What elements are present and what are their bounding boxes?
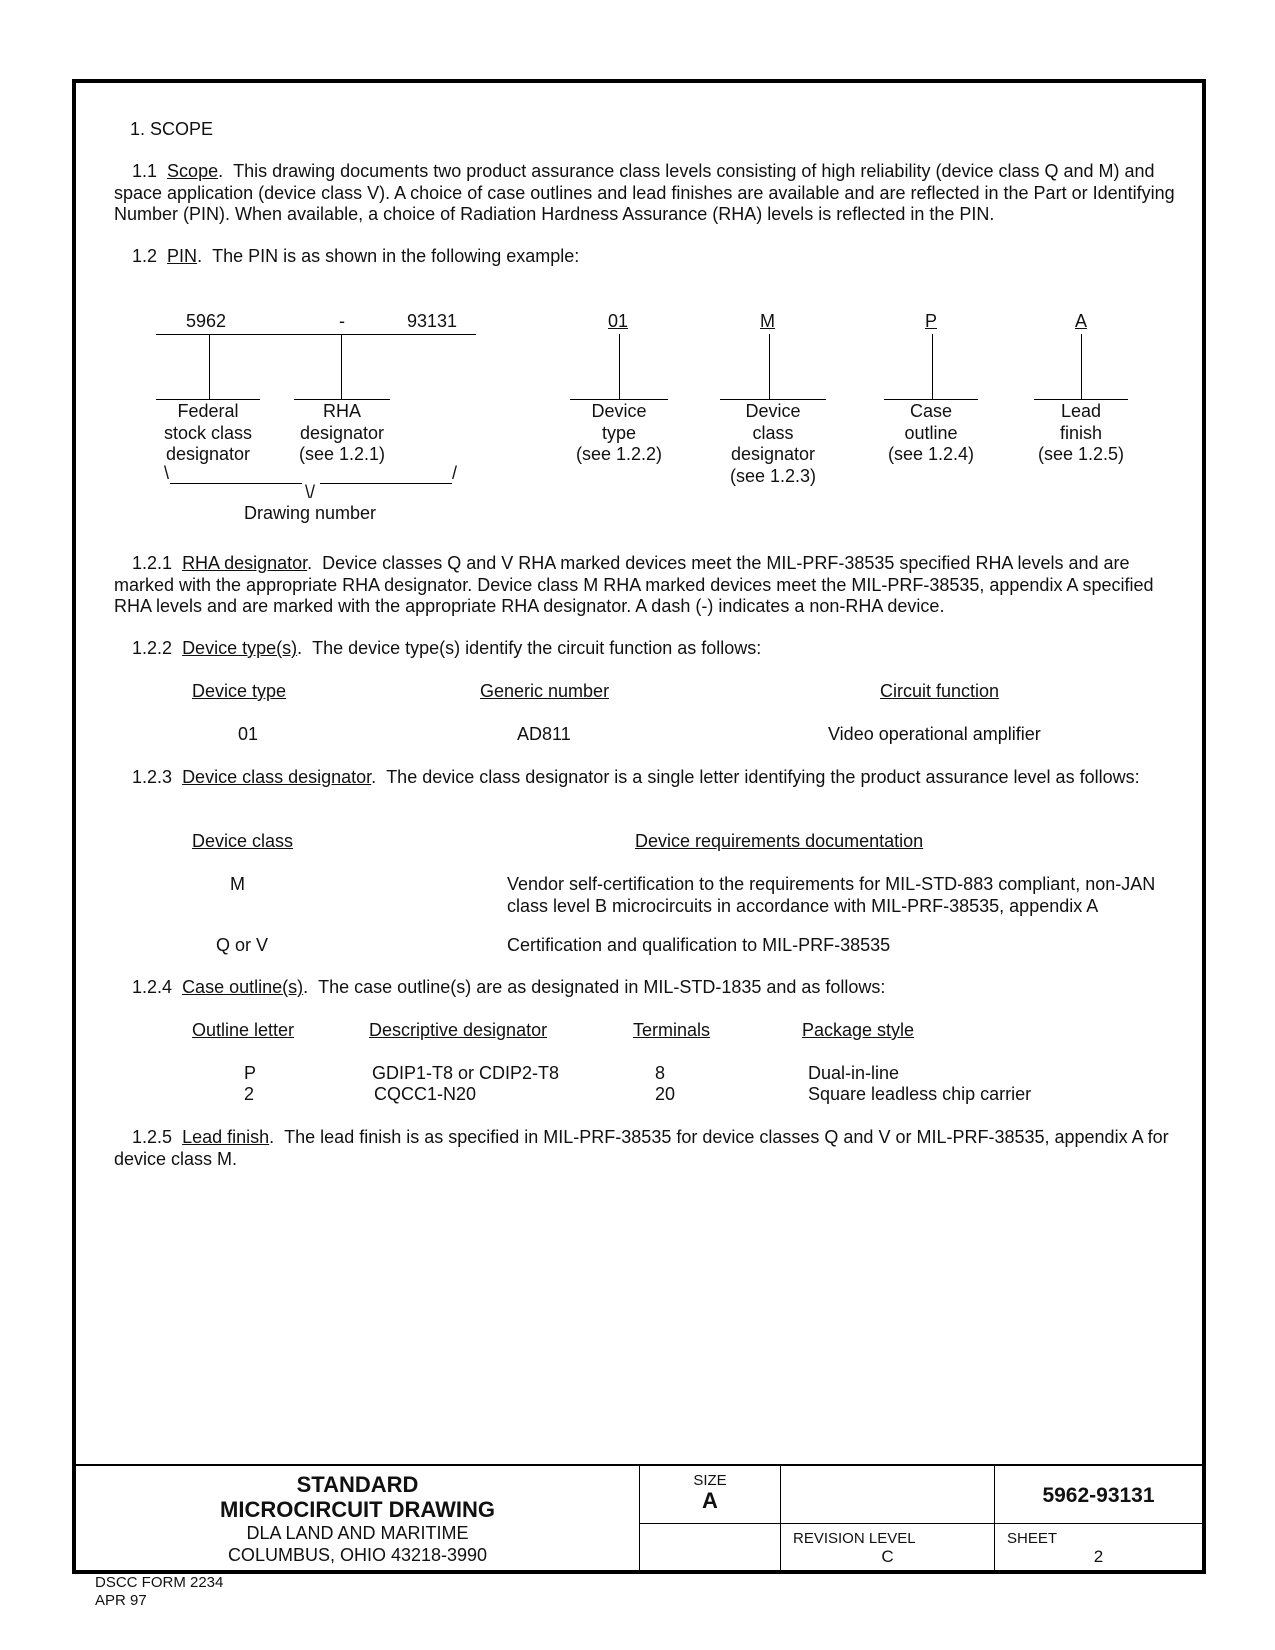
label-device-type: Device type (see 1.2.2) <box>575 401 663 464</box>
table-cell: M <box>230 874 245 894</box>
table-header: Device class <box>192 831 294 851</box>
sheet-label: SHEET <box>1007 1530 1058 1547</box>
sheet-value: 2 <box>1093 1547 1104 1566</box>
pin-dash: - <box>339 311 345 331</box>
table-cell: P <box>244 1063 257 1083</box>
table-header: Terminals <box>633 1020 711 1040</box>
size-cell <box>640 1466 781 1524</box>
table-cell: Certification and qualification to MIL-PRF-38535 <box>507 935 891 955</box>
blank-cell <box>640 1524 781 1572</box>
table-cell: Q or V <box>216 935 269 955</box>
table-cell: 01 <box>238 724 259 744</box>
pin-drawing: 93131 <box>407 311 458 331</box>
pin-device-class: M <box>760 311 775 331</box>
pin-case-outline: P <box>925 311 938 331</box>
paragraph-1-1: 1.1 Scope. This drawing documents two product assurance class levels consisting of high reliability (device class Q and M) and space application (device class V). A choice of case outlines and lead finishes are available and are reflected in the Part or Identifying Number (PIN). When available, a choice of Radiation Hardness Assurance (RHA) levels is reflected in the PIN. <box>114 161 1175 224</box>
table-cell: Square leadless chip carrier <box>808 1084 1032 1104</box>
table-header: Outline letter <box>192 1020 295 1040</box>
title-microcircuit-drawing: MICROCIRCUIT DRAWING <box>220 1497 495 1522</box>
table-cell: GDIP1-T8 or CDIP2-T8 <box>372 1063 560 1083</box>
label-rha: RHA designator (see 1.2.1) <box>298 401 386 464</box>
table-header: Generic number <box>480 681 610 701</box>
revision-cell <box>781 1524 995 1572</box>
paragraph-1-2: 1.2 PIN. The PIN is as shown in the following example: <box>132 246 580 266</box>
table-header: Device type <box>192 681 287 701</box>
size-value: A <box>702 1488 718 1513</box>
title-block <box>76 1464 1202 1572</box>
label-case-outline: Case outline (see 1.2.4) <box>887 401 975 464</box>
table-cell: CQCC1-N20 <box>374 1084 477 1104</box>
form-number: DSCC FORM 2234 <box>95 1574 224 1591</box>
cage-cell <box>781 1466 995 1524</box>
revision-label: REVISION LEVEL <box>793 1530 916 1547</box>
table-header: Package style <box>802 1020 915 1040</box>
pin-fsc: 5962 <box>186 311 227 331</box>
drawing-frame: 1. SCOPE 1.1 Scope. This drawing documents two product assurance class levels consisting of high reliability (device class Q and M) and space application (device class V). A choice of case outlines and lead finishes are available and are reflected in the Part or Identifying Number (PIN). When available, a choice of Radiation Hardness Assurance (RHA) levels is reflected in the PIN. 1.2 PIN. The PIN is as shown in the following example: 5962 - 93131 Federal stock class designator RHA designator (see 1.2.1) \ / \/ Drawing number 01 Device type (see 1.2.2) M Device class designator (see 1.2.3) P Case outline (see 1.2.4) A Lead finish (see 1.2.5) 1.2.1 RHA designator. Device classes Q and V RHA marked devices meet the MIL-PRF-38535 specified RHA levels and are marked with the appropriate RHA designator. Device class M RHA marked devices meet the MIL-PRF-38535, appendix A specified RHA levels and are marked with the appropriate RHA designator. A dash (-) indicates a non-RHA device. 1.2.2 Device type(s). The device type(s) identify the circuit function as follows: Device type Generic number Circuit function 01 AD811 Video operational amplifier 1.2.3 Device class designator. The device class designator is a single letter identifying the product assurance level as follows: Device class Device requirements documentation M Vendor self-certification to the requirements for MIL-STD-883 compliant, non-JAN class level B microcircuits in accordance with MIL-PRF-38535, appendix A Q or V Certification and qualification to MIL-PRF-38535 1.2.4 Case outline(s). The case outline(s) are as designated in MIL-STD-1835 and as follows: Outline letter Descriptive designator Terminals Package style P GDIP1-T8 or CDIP2-T8 8 Dual-in-line 2 CQCC1-N20 20 Square leadless chip carrier 1.2.5 Lead finish. The lead finish is as specified in MIL-PRF-38535 for device classes Q and V or MIL-PRF-38535, appendix A for device class M. STANDARD MICROCIRCUIT DRAWING DLA LAND AND MARITIME COLUMBUS, OHIO 43218-3990 SIZE A REVISION LEVEL C 5962-93131 SHEET 2 <box>72 79 1206 1574</box>
size-label: SIZE <box>693 1472 727 1489</box>
form-date: APR 97 <box>95 1592 147 1609</box>
table-cell: AD811 <box>517 724 571 744</box>
paragraph-title: Scope <box>167 161 219 181</box>
revision-value: C <box>881 1547 894 1566</box>
table-header: Descriptive designator <box>369 1020 548 1040</box>
table-cell: 2 <box>244 1084 255 1104</box>
agency-name: DLA LAND AND MARITIME <box>246 1523 469 1543</box>
label-fsc: Federal stock class designator <box>163 401 253 464</box>
paragraph-1-2-3: 1.2.3 Device class designator. The device class designator is a single letter identifying the product assurance level as follows: <box>132 767 1140 787</box>
drawing-number: 5962-93131 <box>1042 1484 1155 1507</box>
pin-device-type: 01 <box>608 311 629 331</box>
table-header: Device requirements documentation <box>635 831 924 851</box>
pin-lead-finish: A <box>1075 311 1088 331</box>
table-cell: Dual-in-line <box>808 1063 900 1083</box>
paragraph-1-2-4: 1.2.4 Case outline(s). The case outline(s) are as designated in MIL-STD-1835 and as follows: <box>132 977 886 997</box>
title-block-agency <box>76 1466 640 1572</box>
table-cell: 8 <box>655 1063 666 1083</box>
paragraph-1-2-5: 1.2.5 Lead finish. The lead finish is as specified in MIL-PRF-38535 for device classes Q and V or MIL-PRF-38535, appendix A for device class M. <box>114 1127 1169 1169</box>
table-cell: Video operational amplifier <box>828 724 1041 744</box>
table-header: Circuit function <box>880 681 1000 701</box>
sheet-cell <box>995 1524 1202 1572</box>
table-cell: 20 <box>655 1084 676 1104</box>
table-cell: Vendor self-certification to the requirements for MIL-STD-883 compliant, non-JAN class level B microcircuits in accordance with MIL-PRF-38535, appendix A <box>507 874 1156 916</box>
label-lead-finish: Lead finish (see 1.2.5) <box>1037 401 1125 464</box>
label-device-class: Device class designator (see 1.2.3) <box>729 401 817 486</box>
paragraph-1-2-2: 1.2.2 Device type(s). The device type(s) identify the circuit function as follows: <box>132 638 762 658</box>
section-heading: 1. SCOPE <box>130 119 214 139</box>
title-standard: STANDARD <box>296 1472 419 1497</box>
agency-address: COLUMBUS, OHIO 43218-3990 <box>227 1545 488 1565</box>
drawing-number-cell <box>995 1466 1202 1524</box>
paragraph-1-2-1: 1.2.1 RHA designator. Device classes Q and V RHA marked devices meet the MIL-PRF-38535 specified RHA levels and are marked with the appropriate RHA designator. Device class M RHA marked devices meet the MIL-PRF-38535, appendix A specified RHA levels and are marked with the appropriate RHA designator. A dash (-) indicates a non-RHA device. <box>114 553 1154 616</box>
drawing-number-label: Drawing number <box>244 503 377 523</box>
